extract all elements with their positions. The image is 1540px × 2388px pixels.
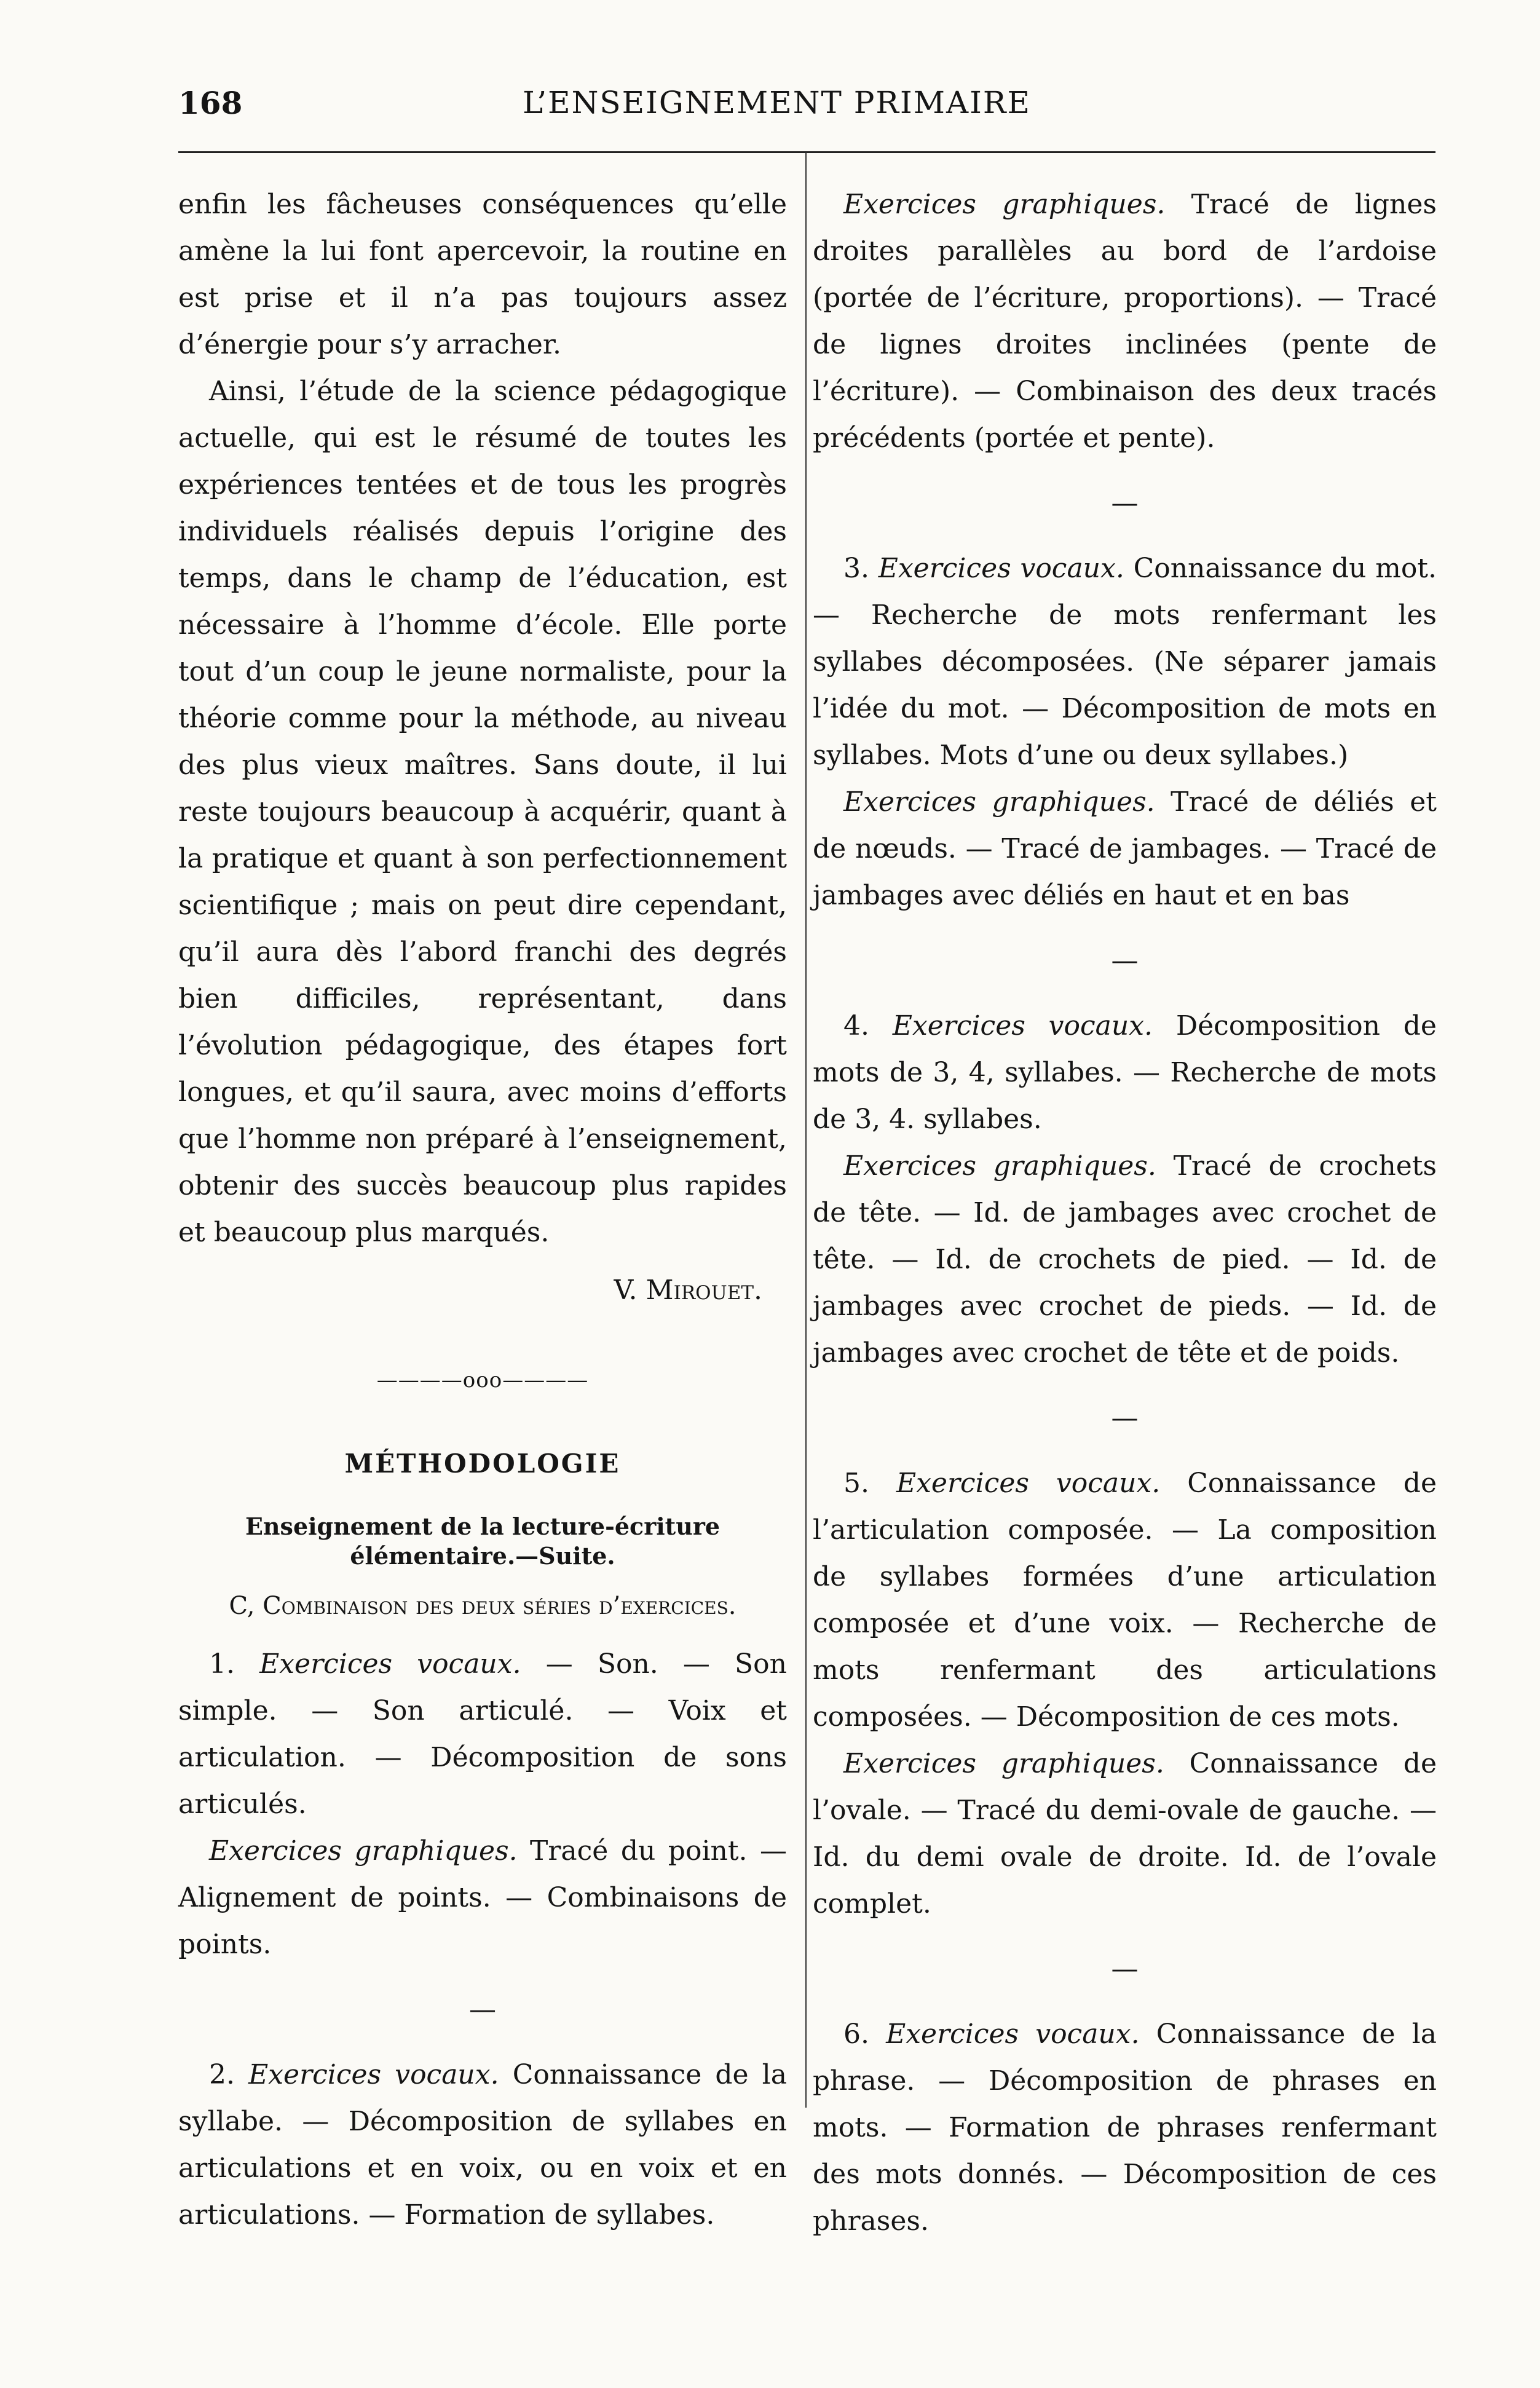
page-header xyxy=(178,85,1435,140)
author-signature xyxy=(178,1267,762,1314)
item-number: 5. xyxy=(843,1468,869,1499)
exercise-item xyxy=(813,1003,1437,1143)
item-heading: Exercices graphiques. xyxy=(843,189,1166,220)
item-number: 6. xyxy=(843,2018,869,2050)
paragraph: Ainsi, l’étude de la science pédagogique actuelle, qui est le résumé de toutes les expériences tentées et de tous les progrès individuels réalisés depuis l’origine des temps, dans le champ de l’éducation, est nécessaire à l’homme d’école. Elle porte tout d’un coup le jeune normaliste, pour la théorie comme pour la méthode, au niveau des plus vieux maîtres. Sans doute, il lui reste toujours beaucoup à acquérir, quant à la pratique et quant à son perfectionnement scientifique ; mais on peut dire cependant, qu’il aura dès l’abord franchi des degrés bien difficiles, représentant, dans l’évolution pédagogique, des étapes fort longues, et qu’il saura, avec moins d’efforts que l’homme non préparé à l’enseignement, obtenir des succès beaucoup plus rapides et beaucoup plus marqués. xyxy=(178,376,787,1248)
separator-dash: — xyxy=(1111,488,1139,519)
separator-dash: — xyxy=(469,1994,496,2025)
subsection-title: C, Combinaison des deux séries d’exercices. xyxy=(229,1592,736,1620)
item-heading: Exercices vocaux. xyxy=(259,1648,521,1680)
item-text: Connaissance du mot. — Recherche de mots renfermant les syllabes décomposées. (Ne séparer jamais l’idée du mot. — Décomposition de mots en syllabes. Mots d’une ou deux syllabes.) xyxy=(813,553,1437,771)
item-text: Tracé de lignes droites parallèles au bord de l’ardoise (portée de l’écriture, proportions). — Tracé de lignes droites inclinées (pente de l’écriture). — Combinaison des deux tracés précédents (portée et pente). xyxy=(813,189,1437,454)
right-column xyxy=(813,181,1437,2245)
separator-dash: — xyxy=(1111,945,1139,976)
exercise-item xyxy=(813,1460,1437,1741)
author-name: V. Mirouet. xyxy=(614,1275,762,1306)
section-ornament: ————ooo———— xyxy=(376,1368,589,1393)
item-number: 1. xyxy=(209,1648,235,1680)
item-text: Tracé de déliés et de nœuds. — Tracé de jambages. — Tracé de jambages avec déliés en haut et en bas xyxy=(813,786,1437,911)
item-number: 3. xyxy=(843,553,869,584)
separator-dash: — xyxy=(1111,1953,1139,1985)
item-text: Tracé du point. — Alignement de points. — Combinaisons de points. xyxy=(178,1835,787,1960)
exercise-item xyxy=(813,1143,1437,1377)
running-title: L’ENSEIGNEMENT PRIMAIRE xyxy=(523,85,1031,121)
item-heading: Exercices graphiques. xyxy=(843,1150,1156,1182)
header-rule xyxy=(178,151,1435,153)
left-column xyxy=(178,181,787,2239)
exercise-item xyxy=(178,1828,787,1968)
item-text: Connaissance de la syllabe. — Décomposition de syllabes en articulations et en voix, ou en voix et en articulations. — Formation de syllabes. xyxy=(178,2059,787,2231)
exercise-item xyxy=(178,1641,787,1828)
item-text: Décomposition de mots de 3, 4, syllabes. — Recherche de mots de 3, 4. syllabes. xyxy=(813,1010,1437,1135)
exercise-item xyxy=(813,2011,1437,2245)
exercise-item xyxy=(813,1741,1437,1927)
item-heading: Exercices vocaux. xyxy=(896,1468,1161,1499)
exercise-item xyxy=(178,2052,787,2239)
item-heading: Exercices vocaux. xyxy=(248,2059,499,2090)
item-text: Connaissance de la phrase. — Décomposition de phrases en mots. — Formation de phrases renfermant des mots donnés. — Décomposition de ces phrases. xyxy=(813,2018,1437,2237)
item-heading: Exercices graphiques. xyxy=(209,1835,518,1867)
item-text: Connaissance de l’ovale. — Tracé du demi-ovale de gauche. — Id. du demi ovale de droite. Id. de l’ovale complet. xyxy=(813,1748,1437,1919)
item-heading: Exercices graphiques. xyxy=(843,786,1155,818)
item-heading: Exercices vocaux. xyxy=(886,2018,1140,2050)
item-heading: Exercices vocaux. xyxy=(878,553,1124,584)
item-heading: Exercices graphiques. xyxy=(843,1748,1164,1779)
exercise-item xyxy=(813,181,1437,462)
item-text: Tracé de crochets de tête. — Id. de jambages avec crochet de tête. — Id. de crochets de pied. — Id. de jambages avec crochet de pieds. — Id. de jambages avec crochet de tête et de poids. xyxy=(813,1150,1437,1369)
separator-dash: — xyxy=(1111,1402,1139,1434)
item-text: Connaissance de l’articulation composée. — La composition de syllabes formées d’une articulation composée et d’une voix. — Recherche de mots renfermant des articulations composées. — Décomposition de ces mots. xyxy=(813,1468,1437,1733)
page-number: 168 xyxy=(178,85,243,121)
section-subtitle: Enseignement de la lecture-écriture élémentaire.—Suite. xyxy=(245,1512,721,1570)
item-text: — Son. — Son simple. — Son articulé. — Voix et articulation. — Décomposition de sons articulés. xyxy=(178,1648,787,1820)
item-number: 4. xyxy=(843,1010,869,1042)
exercise-item xyxy=(813,779,1437,919)
paragraph: enfin les fâcheuses conséquences qu’elle amène la lui font apercevoir, la routine en est prise et il n’a pas toujours assez d’énergie pour s’y arracher. xyxy=(178,189,787,360)
item-number: 2. xyxy=(209,2059,235,2090)
section-title: MÉTHODOLOGIE xyxy=(344,1449,621,1479)
column-divider xyxy=(805,152,807,2108)
exercise-item xyxy=(813,545,1437,779)
item-heading: Exercices vocaux. xyxy=(892,1010,1153,1042)
